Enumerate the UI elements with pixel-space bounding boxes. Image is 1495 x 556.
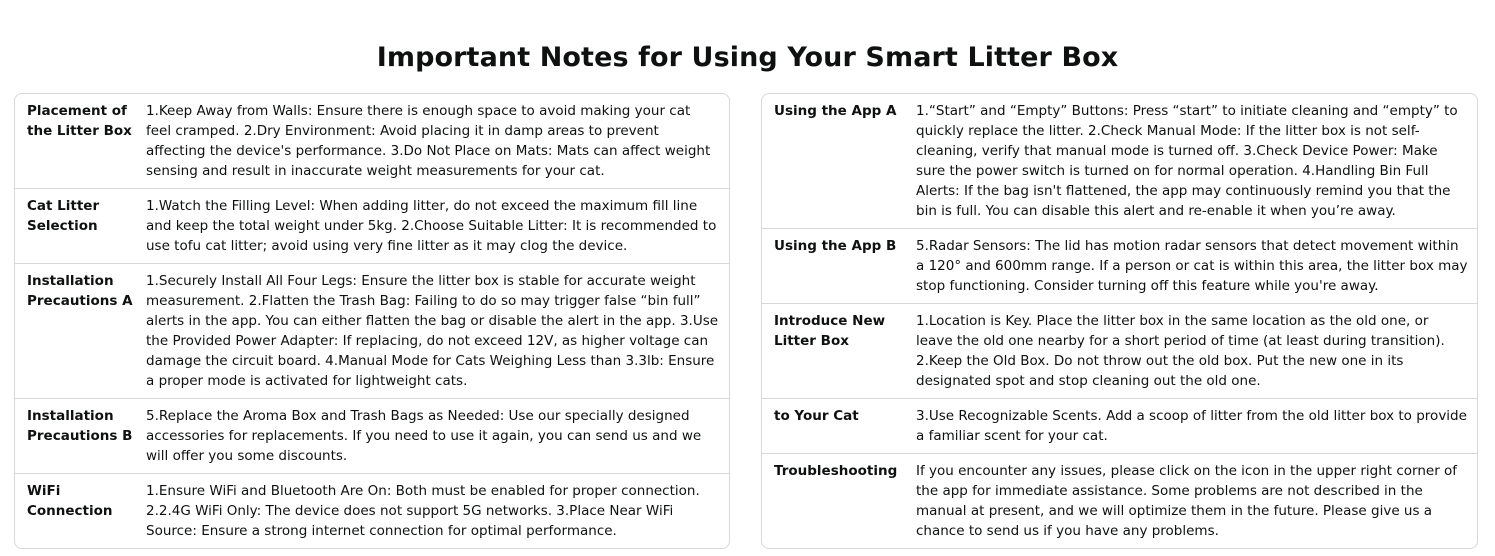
row-text: 1.Securely Install All Four Legs: Ensure the litter box is stable for accurate weight measurement. 2.Flatten the Trash Bag: Failing to do so may trigger false “bin full” alerts in the app. You can either flatten the bag or disable the alert in the app. 3.Use the Provided Power Adapter: If replacing, do not exceed 12V, as higher voltage can damage the circuit board. 4.Manual Mode for Cats Weighing Less than 3.3lb: Ensure a proper mode is activated for lightweight cats. (146, 273, 719, 389)
table-row-app-a (762, 94, 1477, 228)
row-text: 1.Watch the Filling Level: When adding litter, do not exceed the maximum fill line and keep the total weight under 5kg. 2.Choose Suitable Litter: It is recommended to use tofu cat litter; avoid using very fine litter as it may clog the device. (146, 198, 717, 254)
page-title: Important Notes for Using Your Smart Litter Box (376, 42, 1119, 73)
table-row-to-your-cat (762, 398, 1477, 453)
row-label: Troubleshooting (774, 463, 898, 479)
row-text: If you encounter any issues, please click on the icon in the upper right corner of the app for immediate assistance. Some problems are not described in the manual at present, and we will optimize them in the future. Please give us a chance to send us if you have any problems. (916, 463, 1458, 539)
row-label: Installation Precautions B (27, 408, 133, 444)
table-row-app-b (762, 228, 1477, 303)
table-row-wifi (15, 473, 729, 548)
row-label: Introduce New Litter Box (774, 313, 886, 349)
notes-table-left (14, 93, 730, 549)
row-text: 5.Radar Sensors: The lid has motion radar sensors that detect movement within a 120° and 600mm range. If a person or cat is within this area, the litter box may stop functioning. Consider turning off this feature while you're away. (916, 238, 1468, 294)
row-text: 5.Replace the Aroma Box and Trash Bags as Needed: Use our specially designed accessories for replacements. If you need to use it again, you can send us and we will offer you some discounts. (146, 408, 702, 464)
notes-table-right (761, 93, 1478, 549)
row-text: 1.Location is Key. Place the litter box in the same location as the old one, or leave the old one nearby for a short period of time (at least during transition). 2.Keep the Old Box. Do not throw out the old box. Put the new one in its designated spot and stop cleaning out the old one. (916, 313, 1445, 389)
row-label: Using the App A (774, 103, 897, 119)
row-label: Installation Precautions A (27, 273, 133, 309)
table-row-litter-selection (15, 188, 729, 263)
table-row-installation-b (15, 398, 729, 473)
table-row-installation-a (15, 263, 729, 398)
table-row-introduce (762, 303, 1477, 398)
row-label: Placement of the Litter Box (27, 103, 132, 139)
row-text: 3.Use Recognizable Scents. Add a scoop of litter from the old litter box to provide a familiar scent for your cat. (916, 408, 1467, 444)
row-text: 1.Ensure WiFi and Bluetooth Are On: Both must be enabled for proper connection. 2.2.4G WiFi Only: The device does not support 5G networks. 3.Place Near WiFi Source: Ensure a strong internet connection for optimal performance. (146, 483, 700, 539)
row-text: 1.Keep Away from Walls: Ensure there is enough space to avoid making your cat feel cramped. 2.Dry Environment: Avoid placing it in damp areas to prevent affecting the device's performance. 3.Do Not Place on Mats: Mats can affect weight sensing and result in inaccurate weight measurements for your cat. (146, 103, 711, 179)
row-text: 1.“Start” and “Empty” Buttons: Press “start” to initiate cleaning and “empty” to quickly replace the litter. 2.Check Manual Mode: If the litter box is not self-cleaning, verify that manual mode is turned off. 3.Check Device Power: Make sure the power switch is turned on for normal operation. 4.Handling Bin Full Alerts: If the bag isn't flattened, the app may continuously remind you that the bin is full. You can disable this alert and re-enable it when you’re away. (916, 103, 1458, 219)
row-label: to Your Cat (774, 408, 859, 424)
row-label: Cat Litter Selection (27, 198, 100, 234)
row-label: WiFi Connection (27, 483, 113, 519)
row-label: Using the App B (774, 238, 897, 254)
table-row-placement (15, 94, 729, 188)
table-row-troubleshooting (762, 453, 1477, 548)
